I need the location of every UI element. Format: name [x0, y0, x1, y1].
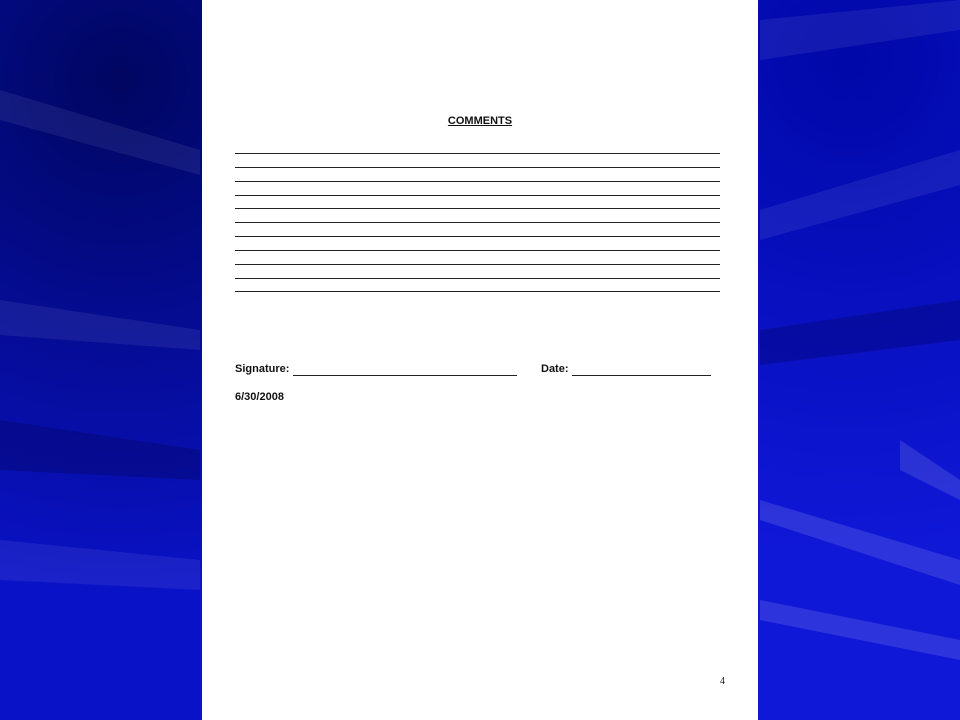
document-page: [202, 0, 758, 720]
comment-line: [235, 291, 720, 292]
comment-line: [235, 236, 720, 237]
date-field[interactable]: [572, 375, 711, 376]
page-number: 4: [720, 676, 725, 687]
document-date: 6/30/2008: [235, 391, 284, 403]
comment-line: [235, 181, 720, 182]
comment-line: [235, 195, 720, 196]
comment-line: [235, 278, 720, 279]
comment-line: [235, 222, 720, 223]
signature-label: Signature:: [235, 363, 290, 375]
comment-line: [235, 250, 720, 251]
signature-row: [235, 363, 725, 379]
comment-line: [235, 167, 720, 168]
date-label: Date:: [541, 363, 569, 375]
comment-line: [235, 153, 720, 154]
comment-line: [235, 208, 720, 209]
page-title: COMMENTS: [447, 115, 513, 127]
signature-field[interactable]: [293, 375, 517, 376]
comment-line: [235, 264, 720, 265]
